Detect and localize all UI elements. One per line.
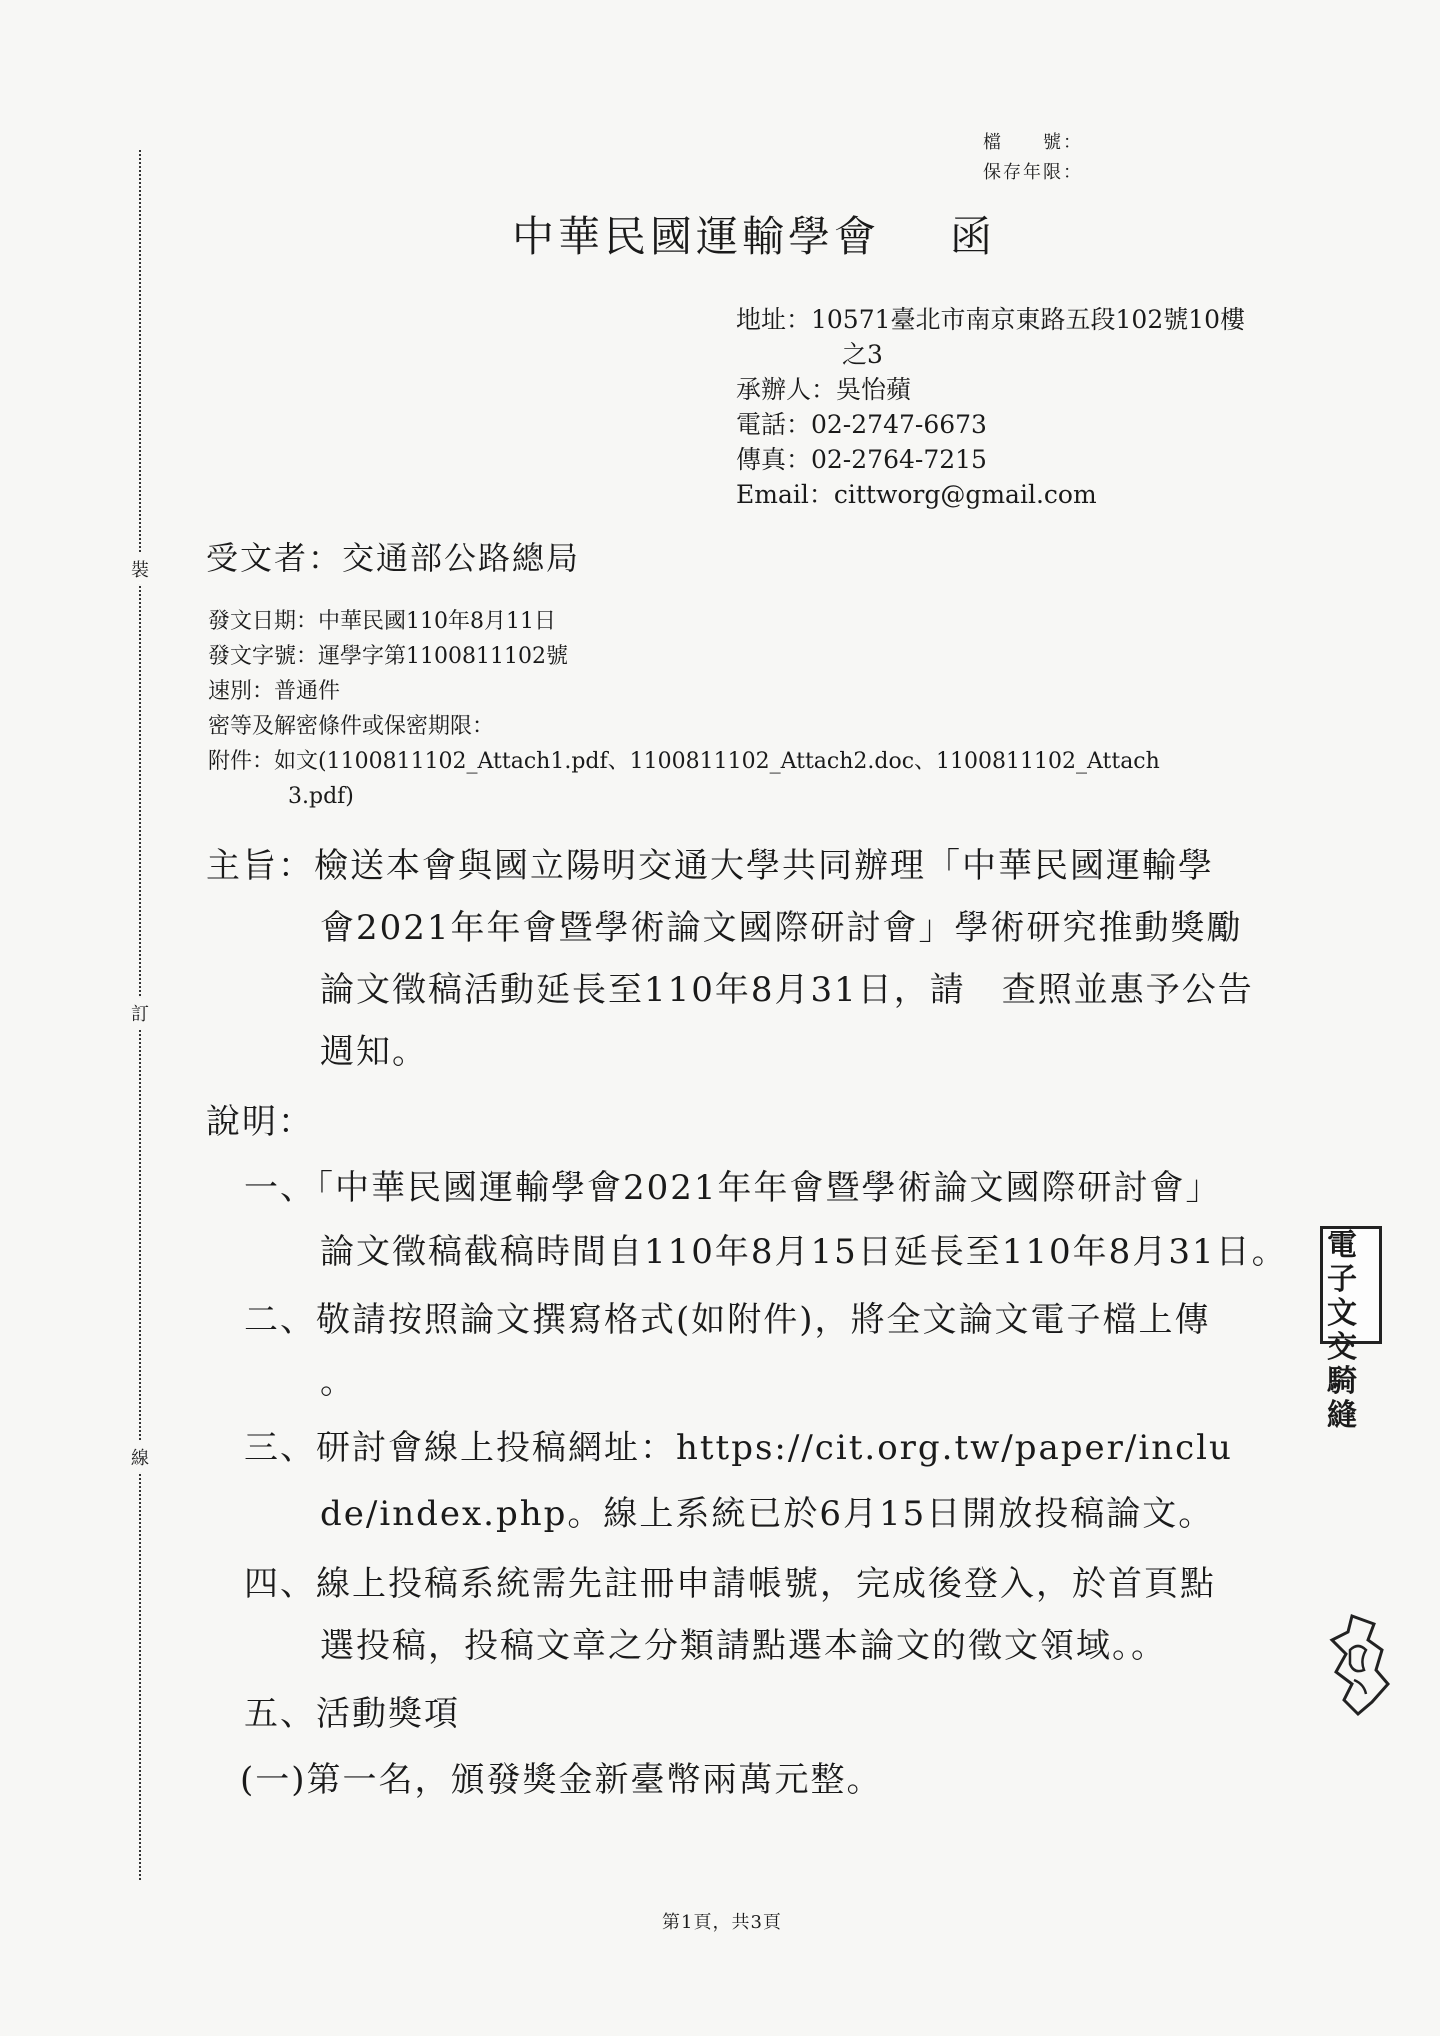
recipient: 受文者：交通部公路總局 <box>206 539 581 577</box>
page-number-footer: 第1頁，共3頁 <box>662 1912 782 1933</box>
issuing-organization: 中華民國運輸學會 <box>512 212 881 261</box>
explanation-item-3-line-2: de/index.php。線上系統已於6月15日開放投稿論文。 <box>320 1494 1215 1534</box>
electronic-document-seal-stamp: 電子 文交 騎縫 <box>1320 1226 1382 1344</box>
phone: 電話：02-2747-6673 <box>736 410 987 439</box>
explanation-item-1-line-2: 論文徵稿截稿時間自110年8月15日延長至110年8月31日。 <box>320 1232 1288 1272</box>
document-number: 發文字號：運學字第1100811102號 <box>208 644 568 669</box>
address-line-1: 地址：10571臺北市南京東路五段102號10樓 <box>736 305 1246 334</box>
contact-block <box>736 302 1245 512</box>
handler: 承辦人：吳怡蘋 <box>736 375 912 404</box>
explanation-item-5: 五、活動獎項 <box>244 1694 460 1734</box>
email: Email：cittworg@gmail.com <box>736 480 1097 509</box>
issue-date: 發文日期：中華民國110年8月11日 <box>208 609 556 634</box>
explanation-item-3-line-1: 三、研討會線上投稿網址：https://cit.org.tw/paper/inclu <box>244 1428 1233 1468</box>
document-type: 函 <box>950 212 997 261</box>
explanation-item-4-line-2: 選投稿，投稿文章之分類請點選本論文的徵文領域。。 <box>320 1626 1167 1666</box>
file-number-label: 檔 號： <box>983 132 1083 153</box>
explanation-item-5-1: (一)第一名，頒發獎金新臺幣兩萬元整。 <box>240 1760 883 1800</box>
explanation-item-2-line-2: 。 <box>320 1362 356 1402</box>
binding-mark-zhuang: 裝 <box>126 552 154 586</box>
subject-line-2: 會2021年年會暨學術論文國際研討會」學術研究推動獎勵 <box>320 908 1243 948</box>
fax: 傳真：02-2764-7215 <box>736 445 987 474</box>
retention-period-label: 保存年限： <box>983 162 1083 183</box>
binding-mark-ding: 訂 <box>126 996 154 1030</box>
document-meta <box>208 604 1160 814</box>
subject-line-3: 論文徵稿活動延長至110年8月31日，請 查照並惠予公告 <box>320 970 1254 1010</box>
explanation-item-2-line-1: 二、敬請按照論文撰寫格式(如附件)，將全文論文電子檔上傳 <box>244 1300 1211 1340</box>
binding-mark-xian: 線 <box>126 1440 154 1474</box>
address-line-2: 之3 <box>842 340 883 369</box>
attachment-line-1: 附件：如文(1100811102_Attach1.pdf、1100811102_Attach2.doc、1100811102_Attach <box>208 749 1160 774</box>
explanation-item-1-line-1: 一、「中華民國運輸學會2021年年會暨學術論文國際研討會」 <box>244 1168 1222 1208</box>
subject-line-4: 週知。 <box>320 1032 428 1072</box>
attachment-line-2: 3.pdf) <box>288 784 354 809</box>
document-title <box>512 204 996 264</box>
explanation-item-4-line-1: 四、線上投稿系統需先註冊申請帳號，完成後登入，於首頁點 <box>244 1564 1216 1604</box>
speed-category: 速別：普通件 <box>208 679 341 704</box>
explanation-heading: 說明： <box>206 1102 314 1142</box>
secrecy-level: 密等及解密條件或保密期限： <box>208 714 495 739</box>
subject-line-1: 主旨：檢送本會與國立陽明交通大學共同辦理「中華民國運輸學 <box>206 846 1214 886</box>
partial-seal-icon <box>1322 1610 1392 1720</box>
